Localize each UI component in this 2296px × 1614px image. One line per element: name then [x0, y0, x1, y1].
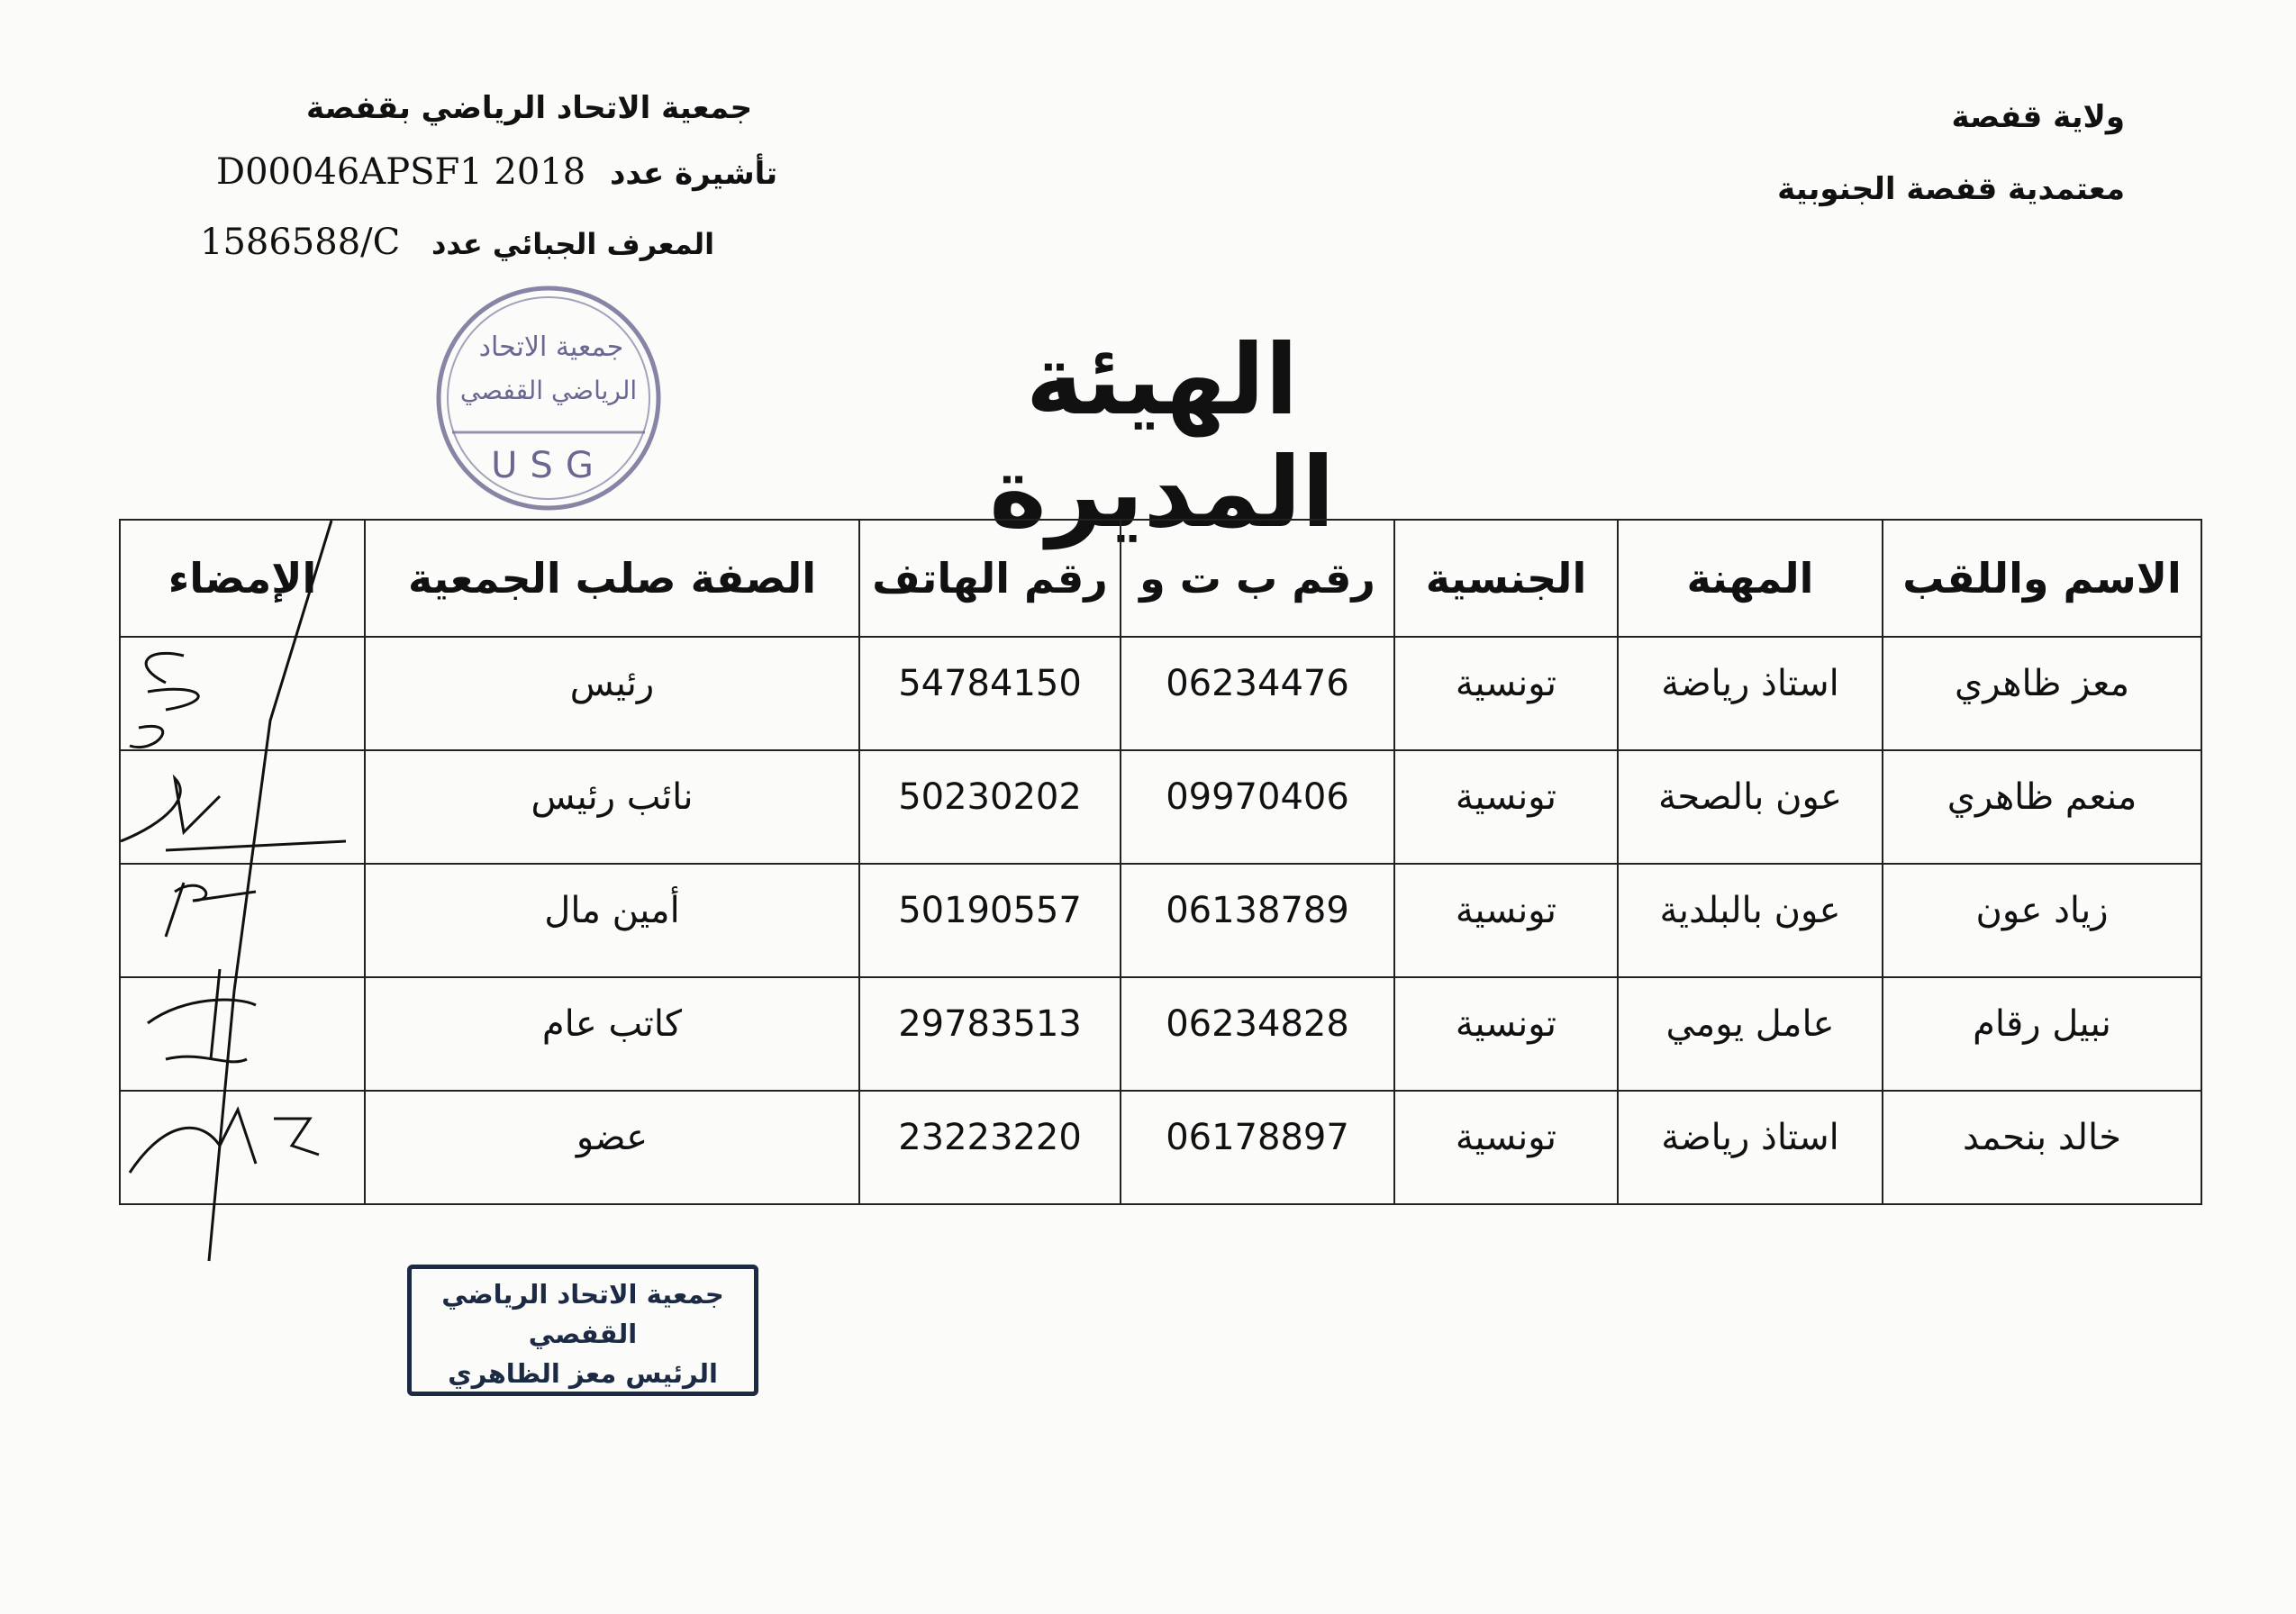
- cell-name: نبيل رقام: [1883, 977, 2201, 1091]
- page-title: الهيئة المديرة: [989, 324, 1335, 549]
- cell-role: نائب رئيس: [365, 750, 859, 864]
- license-value: D00046APSF1 2018: [216, 151, 586, 193]
- cell-job: عامل يومي: [1618, 977, 1883, 1091]
- president-stamp: [407, 1265, 758, 1396]
- cell-cin: 09970406: [1121, 750, 1394, 864]
- cell-role: رئيس: [365, 637, 859, 750]
- cell-nationality: تونسية: [1394, 977, 1618, 1091]
- cell-role: أمين مال: [365, 864, 859, 977]
- tax-value: 1586588/C: [200, 222, 401, 263]
- box-stamp-line2: القفصي: [528, 1319, 638, 1349]
- cell-nationality: تونسية: [1394, 750, 1618, 864]
- col-role: الصفة صلب الجمعية: [365, 520, 859, 637]
- stamp-line3: USG: [491, 445, 606, 486]
- tax-label: المعرف الجبائي عدد: [431, 227, 715, 261]
- cell-cin: 06178897: [1121, 1091, 1394, 1204]
- cell-name: خالد بنحمد: [1883, 1091, 2201, 1204]
- box-stamp-line3: الرئيس معز الظاهري: [448, 1358, 718, 1389]
- cell-job: عون بالصحة: [1618, 750, 1883, 864]
- association-name: جمعية الاتحاد الرياضي بقفصة: [306, 90, 753, 126]
- box-stamp-line1: جمعية الاتحاد الرياضي: [441, 1279, 724, 1310]
- col-cin: رقم ب ت و: [1121, 520, 1394, 637]
- cell-cin: 06234476: [1121, 637, 1394, 750]
- cell-cin: 06234828: [1121, 977, 1394, 1091]
- col-name: الاسم واللقب: [1883, 520, 2201, 637]
- cell-job: استاذ رياضة: [1618, 1091, 1883, 1204]
- delegation: معتمدية قفصة الجنوبية: [1777, 171, 2125, 207]
- cell-phone: 50230202: [859, 750, 1121, 864]
- stamp-line2: الرياضي القفصي: [459, 376, 638, 405]
- col-signature: الإمضاء: [120, 520, 365, 637]
- cell-phone: 23223220: [859, 1091, 1121, 1204]
- cell-phone: 54784150: [859, 637, 1121, 750]
- cell-job: استاذ رياضة: [1618, 637, 1883, 750]
- stamp-line1: جمعية الاتحاد: [478, 331, 624, 363]
- cell-cin: 06138789: [1121, 864, 1394, 977]
- cell-role: عضو: [365, 1091, 859, 1204]
- cell-name: معز ظاهري: [1883, 637, 2201, 750]
- cell-name: منعم ظاهري: [1883, 750, 2201, 864]
- cell-role: كاتب عام: [365, 977, 859, 1091]
- cell-name: زياد عون: [1883, 864, 2201, 977]
- cell-nationality: تونسية: [1394, 864, 1618, 977]
- cell-job: عون بالبلدية: [1618, 864, 1883, 977]
- cell-phone: 50190557: [859, 864, 1121, 977]
- col-phone: رقم الهاتف: [859, 520, 1121, 637]
- col-nationality: الجنسية: [1394, 520, 1618, 637]
- cell-nationality: تونسية: [1394, 637, 1618, 750]
- governorate: ولاية قفصة: [1951, 99, 2125, 135]
- license-label: تأشيرة عدد: [609, 156, 778, 192]
- col-job: المهنة: [1618, 520, 1883, 637]
- cell-phone: 29783513: [859, 977, 1121, 1091]
- cell-nationality: تونسية: [1394, 1091, 1618, 1204]
